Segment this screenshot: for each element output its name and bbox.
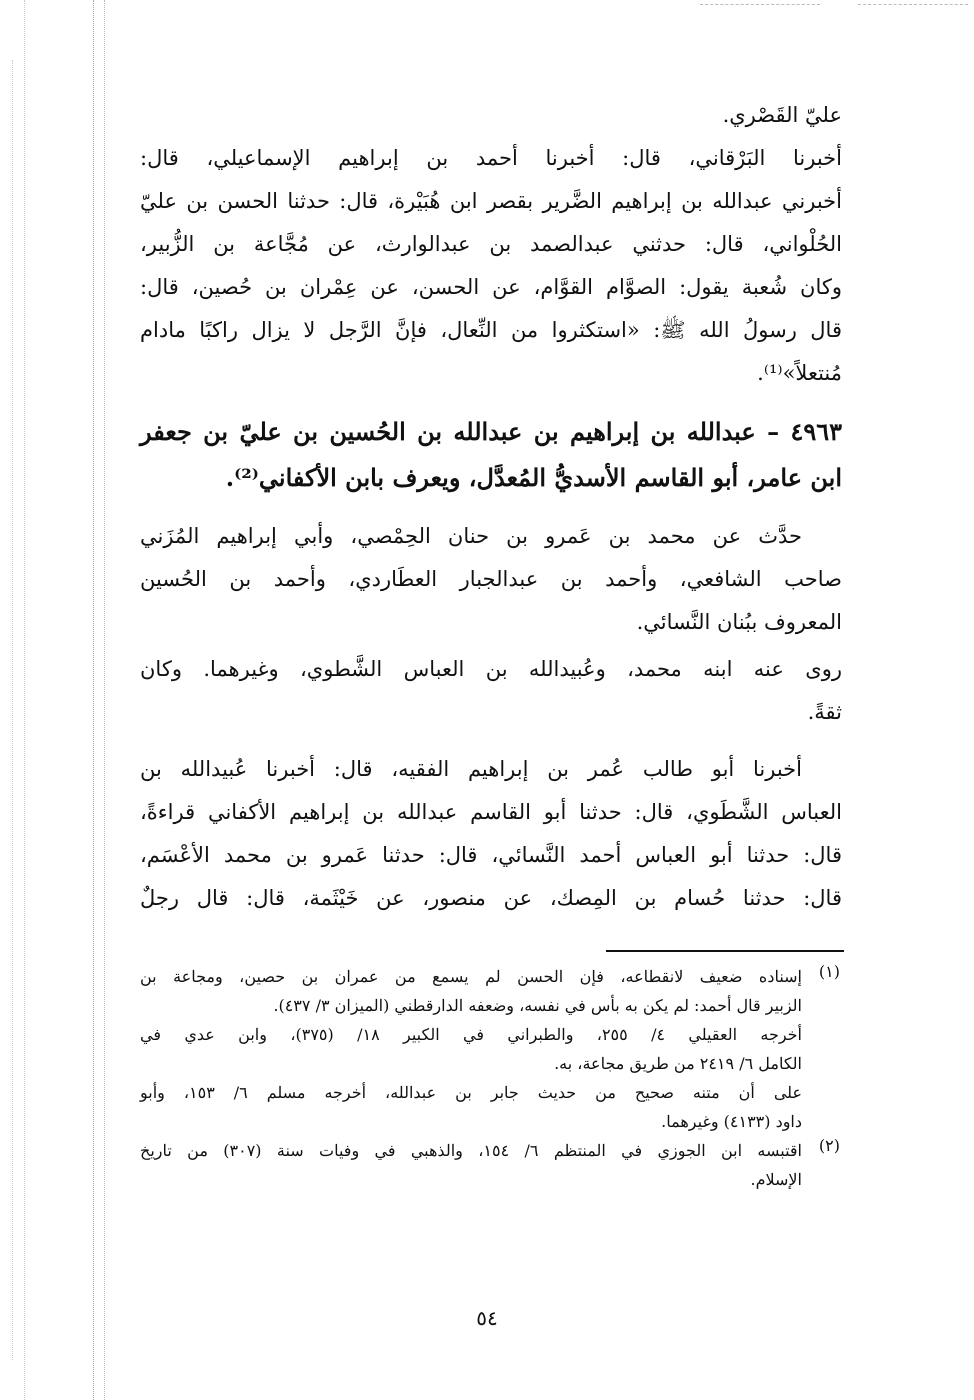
text-line: ثقةً.: [807, 700, 842, 724]
scan-margin-line: [12, 60, 13, 1360]
main-text: [140, 94, 842, 920]
footnote-line: على أن متنه صحيح من حديث جابر بن عبدالله، أخرجه مسلم ٦/ ١٥٣، وأبو: [140, 1083, 802, 1102]
footnote-line: الإسلام.: [750, 1170, 802, 1189]
footnotes: [140, 962, 840, 1194]
text-line: أخبرنا أبو طالب عُمر بن إبراهيم الفقيه، قال: أخبرنا عُبيدالله بن: [140, 757, 802, 781]
entry-heading: ابن عامر، أبو القاسم الأسديُّ المُعدَّل، ويعرف بابن الأكفاني⁽²⁾.: [225, 463, 842, 492]
footnote-line: داود (٤١٣٣) وغيرهما.: [661, 1112, 802, 1131]
footnote-line: الزبير قال أحمد: لم يكن به بأس في نفسه، وضعفه الدارقطني (الميزان ٣/ ٤٣٧).: [273, 996, 802, 1015]
text-line: المعروف ببُنان النَّسائي.: [636, 610, 842, 634]
footnote-line: اقتبسه ابن الجوزي في المنتظم ٦/ ١٥٤، والذهبي في وفيات سنة (٣٠٧) من تاريخ: [140, 1141, 802, 1160]
text-line: أخبرنا البَرْقاني، قال: أخبرنا أحمد بن إبراهيم الإسماعيلي، قال:: [140, 146, 842, 170]
entry-heading: ٤٩٦٣ – عبدالله بن إبراهيم بن عبدالله بن الحُسين بن عليّ بن جعفر: [140, 417, 842, 446]
text-line: الحُلْواني، قال: حدثني عبدالصمد بن عبدالوارث، عن مُجَّاعة بن الزُّبير،: [140, 232, 842, 256]
page-number: ٥٤: [476, 1306, 498, 1330]
text-line: صاحب الشافعي، وأحمد بن عبدالجبار العطَاردي، وأحمد بن الحُسين: [140, 567, 842, 591]
text-line: روى عنه ابنه محمد، وعُبيدالله بن العباس الشَّطوي، وغيرهما. وكان: [140, 657, 842, 681]
footnote-number: (١): [818, 962, 840, 981]
text-line: عليّ القَصْري.: [722, 103, 842, 127]
text-line: قال رسولُ الله ﷺ: «استكثروا من النِّعال، فإنَّ الرَّجل لا يزال راكبًا مادام: [140, 318, 842, 342]
footnote-line: الكامل ٦/ ٢٤١٩ من طريق مجاعة، به.: [554, 1054, 802, 1073]
footnote-2: [140, 1136, 840, 1194]
scan-margin-line: [93, 0, 94, 1400]
text-line: حدَّث عن محمد بن عَمرو بن حنان الحِمْصي، وأبي إبراهيم المُزَني: [140, 524, 802, 548]
text-line: مُنتعلاً»⁽¹⁾.: [757, 361, 842, 385]
text-line: وكان شُعبة يقول: الصوَّام القوَّام، عن الحسن، عن عِمْران بن حُصين، قال:: [140, 275, 842, 299]
text-line: قال: حدثنا حُسام بن المِصك، عن منصور، عن خَيْثَمة، قال: قال رجلٌ: [140, 886, 842, 910]
scan-margin-line: [24, 0, 25, 1400]
text-line: العباس الشَّطَوي، قال: حدثنا أبو القاسم عبدالله بن إبراهيم الأكفاني قراءةً،: [140, 800, 842, 824]
footnote-line: أخرجه العقيلي ٤/ ٢٥٥، والطبراني في الكبير ١٨/ (٣٧٥)، وابن عدي في: [140, 1025, 802, 1044]
footnote-1: [140, 962, 840, 1136]
scan-edge-line: [858, 4, 968, 5]
text-line: قال: حدثنا أبو العباس أحمد النَّسائي، قال: حدثنا عَمرو بن محمد الأعْسَم،: [140, 843, 842, 867]
text-line: أخبرني عبدالله بن إبراهيم الضَّرير بقصر ابن هُبَيْرة، قال: حدثنا الحسن بن عليّ: [140, 189, 842, 213]
footnote-separator: [606, 950, 844, 952]
footnote-number: (٢): [818, 1136, 840, 1155]
scan-margin-line: [104, 0, 105, 1400]
footnote-line: إسناده ضعيف لانقطاعه، فإن الحسن لم يسمع من عمران بن حصين، ومجاعة بن: [140, 967, 802, 986]
scan-edge-line: [700, 4, 820, 5]
